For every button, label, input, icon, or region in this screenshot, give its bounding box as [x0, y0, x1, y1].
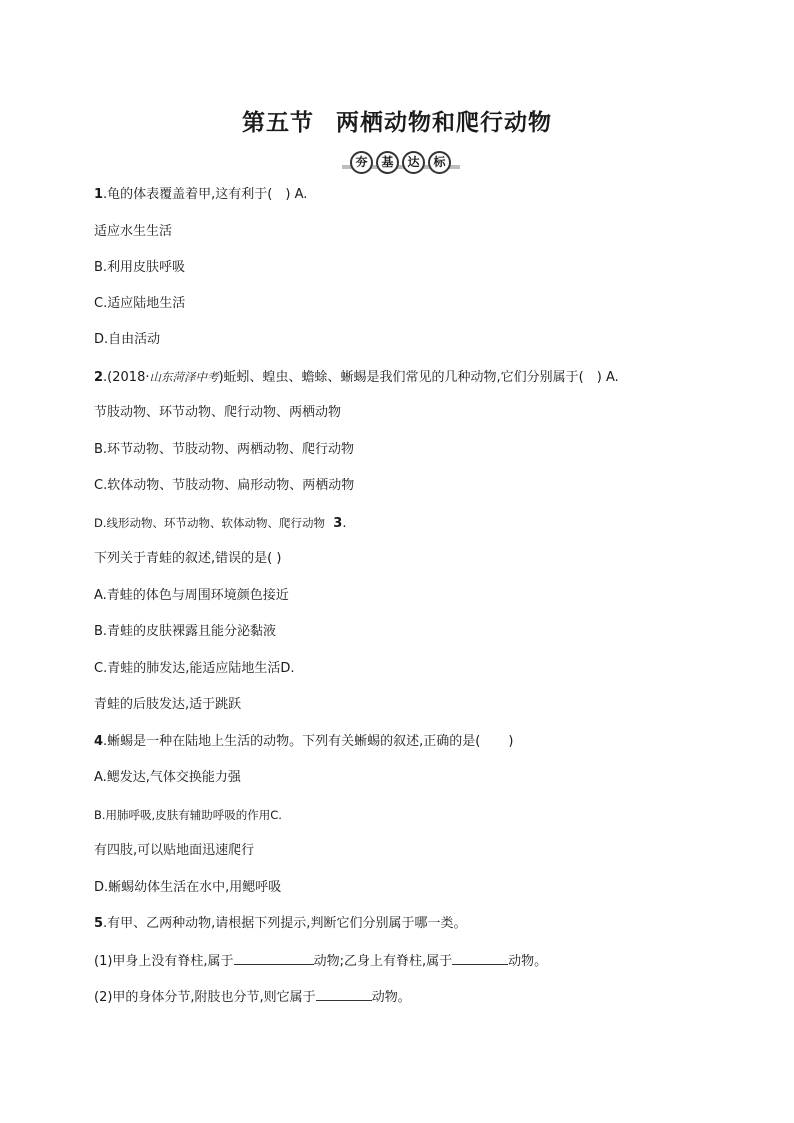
q2-option-d: D.线形动物、环节动物、软体动物、爬行动物 3.: [94, 516, 347, 531]
q4-option-a: A.鳃发达,气体交换能力强: [94, 770, 241, 785]
q2-stem: 2.(2018·山东菏泽中考)蚯蚓、蝗虫、蟾蜍、蜥蜴是我们常见的几种动物,它们分别属于( ) A.: [94, 370, 619, 385]
section-badge: [342, 151, 460, 173]
q3-option-d: 青蛙的后肢发达,适于跳跃: [94, 697, 242, 712]
answer-blank[interactable]: [234, 952, 314, 965]
q1-option-b: B.利用皮肤呼吸: [94, 260, 186, 275]
q1-option-a: 适应水生生活: [94, 224, 173, 239]
badge-char: 基: [376, 151, 399, 174]
q4-option-d: D.蜥蜴幼体生活在水中,用鳃呼吸: [94, 880, 282, 895]
q1-option-d: D.自由活动: [94, 332, 161, 347]
q4-stem: 4.蜥蜴是一种在陆地上生活的动物。下列有关蜥蜴的叙述,正确的是( ): [94, 734, 514, 749]
q5-sub1: (1)甲身上没有脊柱,属于 动物;乙身上有脊柱,属于 动物。: [94, 954, 548, 969]
q3-option-c: C.青蛙的肺发达,能适应陆地生活D.: [94, 661, 295, 676]
badge-char: 标: [428, 151, 451, 174]
q4-option-b: B.用肺呼吸,皮肤有辅助呼吸的作用C.: [94, 808, 282, 822]
answer-blank[interactable]: [316, 988, 372, 1001]
section-number: 第五节: [242, 110, 314, 136]
page-title: [0, 104, 794, 137]
badge-char: 达: [402, 151, 425, 174]
q2-option-b: B.环节动物、节肢动物、两栖动物、爬行动物: [94, 442, 355, 457]
q1-stem: 1.龟的体表覆盖着甲,这有利于( ) A.: [94, 187, 308, 202]
q2-source: 山东菏泽中考: [149, 370, 219, 384]
section-title: 两栖动物和爬行动物: [336, 110, 552, 136]
q3-option-a: A.青蛙的体色与周围环境颜色接近: [94, 588, 289, 603]
q4-option-c: 有四肢,可以贴地面迅速爬行: [94, 843, 255, 858]
q2-option-a: 节肢动物、环节动物、爬行动物、两栖动物: [94, 405, 342, 420]
q3-stem: 下列关于青蛙的叙述,错误的是( ): [94, 551, 282, 566]
q2-option-c: C.软体动物、节肢动物、扁形动物、两栖动物: [94, 478, 355, 493]
badge-char: 夯: [350, 151, 373, 174]
answer-blank[interactable]: [452, 952, 508, 965]
q1-option-c: C.适应陆地生活: [94, 296, 186, 311]
q5-stem: 5.有甲、乙两种动物,请根据下列提示,判断它们分别属于哪一类。: [94, 916, 467, 931]
q3-option-b: B.青蛙的皮肤裸露且能分泌黏液: [94, 624, 277, 639]
q5-sub2: (2)甲的身体分节,附肢也分节,则它属于 动物。: [94, 990, 411, 1005]
